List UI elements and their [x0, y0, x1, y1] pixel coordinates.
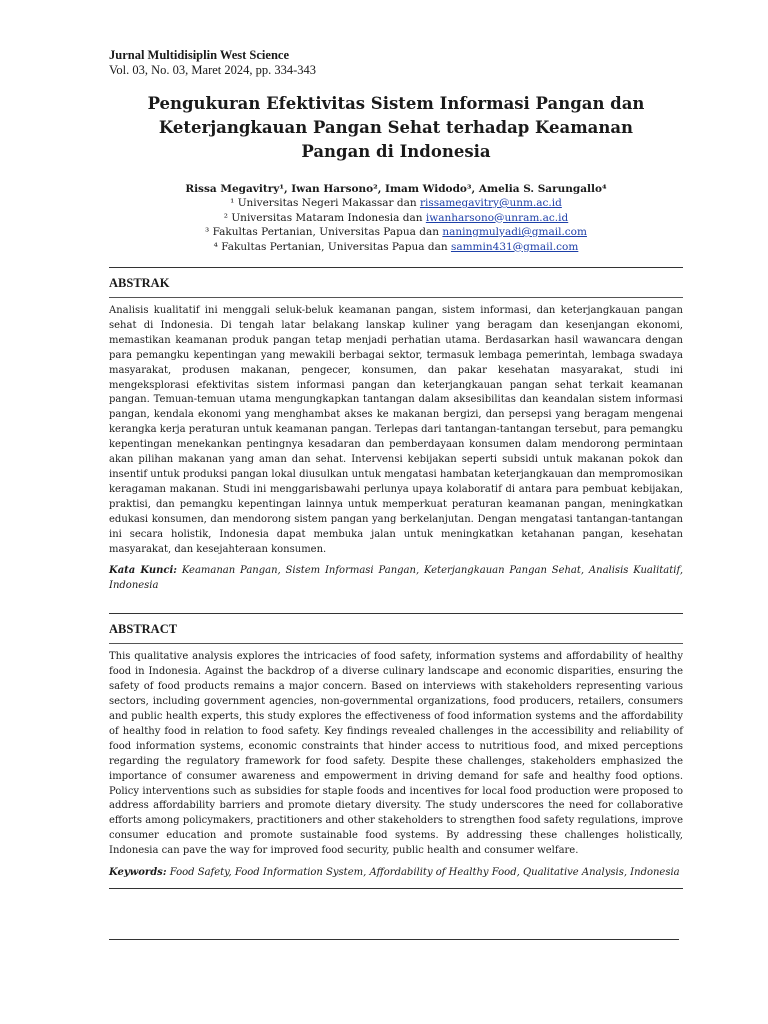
affiliations — [109, 196, 683, 254]
affiliation-text: ³ Fakultas Pertanian, Universitas Papua dan — [205, 226, 443, 238]
paper-title: Pengukuran Efektivitas Sistem Informasi Pangan dan Keterjangkauan Pangan Sehat terhadap Keamanan Pangan di Indonesia — [147, 94, 645, 161]
section-sub-rule — [109, 297, 683, 298]
journal-name: Jurnal Multidisiplin West Science — [109, 48, 289, 62]
keywords-label: Keywords: — [109, 867, 167, 879]
section-rule — [109, 613, 683, 614]
abstract-section — [109, 613, 683, 888]
section-rule — [109, 267, 683, 268]
affiliation-text: ¹ Universitas Negeri Makassar dan — [230, 197, 420, 209]
section-end-rule — [109, 888, 683, 889]
affiliation-1 — [109, 196, 683, 211]
abstract-text: This qualitative analysis explores the intricacies of food safety, information systems and affordability of healthy food in Indonesia. Against the backdrop of a diverse culinary landscape and economic disparities, ensuring the safety of food products remains a major concern. Based on interviews with stakeholders representing various sectors, including government agencies, non-governmental organizations, food producers, retailers, consumers and public health experts, this study explores the effectiveness of food information systems and the affordability of healthy food in relation to food safety. Key findings revealed challenges in the accessibility and reliability of food information systems, economic constraints that hinder access to nutritious food, and mixed perceptions regarding the regulatory framework for food safety. Despite these challenges, stakeholders emphasized the importance of consumer awareness and empowerment in driving demand for safe and healthy food options. Policy interventions such as subsidies for staple foods and incentives for local food production were proposed to address affordability barriers and promote dietary diversity. The study underscores the need for collaborative efforts among policymakers, practitioners and other stakeholders to strengthen food safety regulations, improve consumer education and promote sustainable food systems. By addressing these challenges holistically, Indonesia can pave the way for improved food security, public health and consumer welfare. — [109, 651, 683, 857]
affiliation-2 — [109, 211, 683, 226]
paper-page — [109, 48, 683, 889]
abstrak-text: Analisis kualitatif ini menggali seluk-beluk keamanan pangan, sistem informasi, dan keterjangkauan pangan sehat di Indonesia. Di tengah latar belakang lanskap kuliner yang beragam dan kesenjangan ekonomi, memastikan keamanan produk pangan tetap menjadi perhatian utama. Berdasarkan hasil wawancara dengan para pemangku kepentingan yang mewakili berbagai sektor, termasuk lembaga pemerintah, lembaga swadaya masyarakat, produsen makanan, pengecer, konsumen, dan pakar kesehatan masyarakat, studi ini mengeksplorasi efektivitas sistem informasi pangan dan keterjangkauan pangan sehat terkait keamanan pangan. Temuan-temuan utama mengungkapkan tantangan dalam aksesibilitas dan keandalan sistem informasi pangan, kendala ekonomi yang menghambat akses ke makanan bergizi, dan persepsi yang beragam mengenai kerangka kerja peraturan untuk keamanan pangan. Terlepas dari tantangan-tantangan tersebut, para pemangku kepentingan menekankan pentingnya kesadaran dan pemberdayaan konsumen dalam mendorong permintaan akan pilihan makanan yang aman dan sehat. Intervensi kebijakan seperti subsidi untuk makanan pokok dan insentif untuk produksi pangan lokal diusulkan untuk mengatasi hambatan keterjangkauan dan mempromosikan keragaman makanan. Studi ini menggarisbawahi perlunya upaya kolaboratif di antara para pembuat kebijakan, praktisi, dan pemangku kepentingan lainnya untuk memperkuat peraturan keamanan pangan, meningkatkan edukasi konsumen, dan mendorong sistem pangan yang berkelanjutan. Dengan mengatasi tantangan-tantangan ini secara holistik, Indonesia dapat membuka jalan untuk meningkatkan ketahanan pangan, kesehatan masyarakat, dan kesejahteraan konsumen. — [109, 305, 683, 555]
keywords-list: Food Safety, Food Information System, Affordability of Healthy Food, Qualitative Analysis, Indonesia — [169, 867, 680, 879]
author-list: Rissa Megavitry¹, Iwan Harsono², Imam Widodo³, Amelia S. Sarungallo⁴ — [185, 183, 607, 195]
email-link[interactable]: iwanharsono@unram.ac.id — [425, 211, 569, 224]
affiliation-text: ² Universitas Mataram Indonesia dan — [223, 211, 426, 224]
keywords-label: Kata Kunci: — [109, 565, 177, 577]
affiliation-3 — [109, 225, 683, 240]
section-sub-rule — [109, 643, 683, 644]
affiliation-text: ⁴ Fakultas Pertanian, Universitas Papua dan — [213, 240, 451, 253]
email-link[interactable]: rissamegavitry@unm.ac.id — [419, 197, 562, 209]
email-link[interactable]: naningmulyadi@gmail.com — [442, 226, 587, 238]
abstrak-heading: ABSTRAK — [109, 276, 170, 290]
abstrak-section — [109, 267, 683, 593]
abstract-keywords — [109, 866, 683, 881]
abstrak-keywords — [109, 564, 683, 593]
journal-volume: Vol. 03, No. 03, Maret 2024, pp. 334-343 — [109, 63, 317, 77]
email-link[interactable]: sammin431@gmail.com — [450, 240, 579, 253]
keywords-list: Keamanan Pangan, Sistem Informasi Pangan, Keterjangkauan Pangan Sehat, Analisis Kualitatif, Indonesia — [109, 565, 683, 591]
journal-header — [109, 48, 683, 78]
footer-rule — [109, 939, 679, 940]
abstract-heading: ABSTRACT — [109, 622, 178, 637]
affiliation-4 — [109, 240, 683, 255]
